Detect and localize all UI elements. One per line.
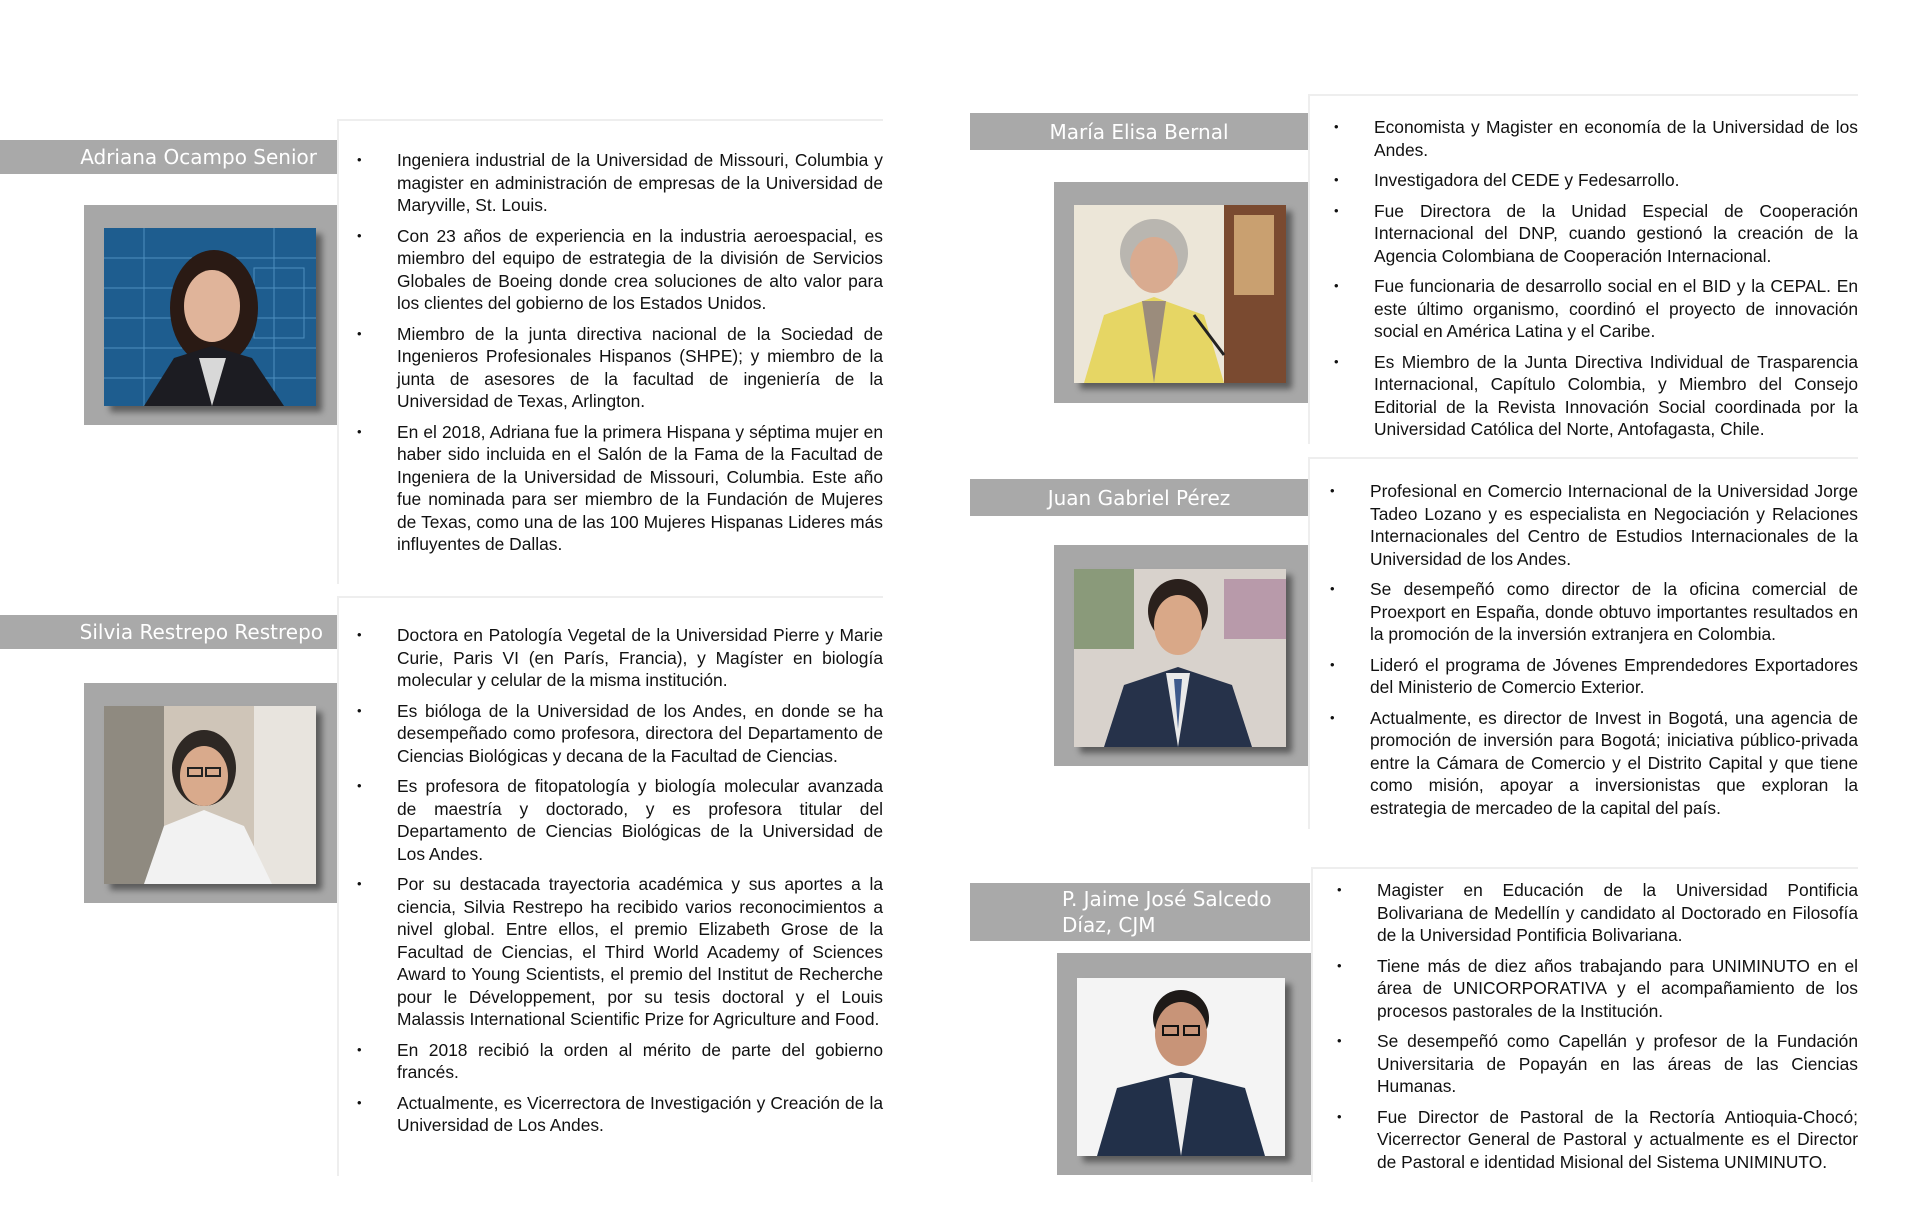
profile-name: Adriana Ocampo Senior: [80, 145, 317, 169]
bio-item: • Actualmente, es Vicerrectora de Investigación y Creación de la Universidad de Los Andes.: [357, 1092, 883, 1137]
bio-item: • Se desempeñó como Capellán y profesor de la Fundación Universitaria de Popayán en las áreas de las Ciencias Humanas.: [1337, 1030, 1858, 1098]
profile-photo-maria-elisa: [1074, 205, 1286, 383]
bio-item: • Fue Director de Pastoral de la Rectoría Antioquia-Chocó; Vicerrector General de Pastoral y actualmente es el Director de Pastoral e identidad Misional del Sistema UNIMINUTO.: [1337, 1106, 1858, 1174]
profile-name: P. Jaime José Salcedo Díaz, CJM: [1062, 887, 1272, 937]
profile-name-band: [970, 479, 1308, 516]
profile-name-band: [0, 140, 337, 174]
bio-item: • Es bióloga de la Universidad de los Andes, en donde se ha desempeñado como profesora, directora del Departamento de Ciencias Biológicas y decana de la Facultad de Ciencias.: [357, 700, 883, 768]
bio-list: [1334, 116, 1858, 441]
profile-name: María Elisa Bernal: [1049, 119, 1229, 144]
bio-item: • Fue funcionaria de desarrollo social en el BID y la CEPAL. En este último organismo, coordinó el proyecto de innovación social en América Latina y el Caribe.: [1334, 275, 1858, 343]
bio-item: • Tiene más de diez años trabajando para UNIMINUTO en el área de UNICORPORATIVA y el acompañamiento de los procesos pastorales de la Institución.: [1337, 955, 1858, 1023]
bio-list: [1330, 480, 1858, 819]
bio-item: • En el 2018, Adriana fue la primera Hispana y séptima mujer en haber sido incluida en el Salón de la Fama de la Facultad de Ingeniera de la Universidad de Missouri, Columbia. Este año fue nominada para ser miembro de la Fundación de Mujeres de Texas, como una de las 100 Mujeres Hispanas Lideres más influyentes de Dallas.: [357, 421, 883, 556]
bio-panel: [337, 119, 883, 584]
bio-item: • Profesional en Comercio Internacional de la Universidad Jorge Tadeo Lozano y es especialista en Negociación y Relaciones Internacionales del Centro de Estudios Internacionales de la Universidad de los Andes.: [1330, 480, 1858, 570]
bio-item: • Con 23 años de experiencia en la industria aeroespacial, es miembro del equipo de estrategia de la división de Servicios Globales de Boeing donde crea soluciones de alto valor para los clientes del gobierno de los Estados Unidos.: [357, 225, 883, 315]
profile-photo-jaime-jose: [1077, 978, 1285, 1156]
bio-panel: [1308, 94, 1858, 444]
bio-list: [357, 624, 883, 1137]
profile-name: Juan Gabriel Pérez: [1047, 485, 1231, 510]
bio-item: • Por su destacada trayectoria académica y sus aportes a la ciencia, Silvia Restrepo ha recibido varios reconocimientos a nivel global. Entre ellos, el premio Elizabeth Grose de la Facultad de Ciencias, el Third World Academy of Sciences Award to Young Scientists, el premio del Institut de Recherche pour le Développement, por su tesis doctoral y el Louis Malassis International Scientific Prize for Agriculture and Food.: [357, 873, 883, 1031]
bio-panel: [337, 596, 883, 1176]
bio-item: • Actualmente, es director de Invest in Bogotá, una agencia de promoción de inversión para Bogotá; iniciativa público-privada entre la Cámara de Comercio y el Distrito Capital y que tiene como misión, apoyar a inversionistas que exploran la estrategia de mercadeo de la capital del país.: [1330, 707, 1858, 820]
bio-item: • Economista y Magister en economía de la Universidad de los Andes.: [1334, 116, 1858, 161]
bio-item: • Lideró el programa de Jóvenes Emprendedores Exportadores del Ministerio de Comercio Exterior.: [1330, 654, 1858, 699]
bio-panel: [1311, 867, 1858, 1182]
bio-item: • Investigadora del CEDE y Fedesarrollo.: [1334, 169, 1858, 192]
bio-item: • Fue Directora de la Unidad Especial de Cooperación Internacional del DNP, cuando gestionó la creación de la Agencia Colombiana de Cooperación Internacional.: [1334, 200, 1858, 268]
bio-item: • Es profesora de fitopatología y biología molecular avanzada de maestría y doctorado, y es profesora titular del Departamento de Ciencias Biológicas de la Universidad de Los Andes.: [357, 775, 883, 865]
bio-panel: [1308, 457, 1858, 829]
profile-name-band: [970, 113, 1308, 150]
bio-item: • Ingeniera industrial de la Universidad de Missouri, Columbia y magister en administración de empresas de la Universidad de Maryville, St. Louis.: [357, 149, 883, 217]
profile-name-band: [970, 883, 1310, 941]
bio-item: • Doctora en Patología Vegetal de la Universidad Pierre y Marie Curie, Paris VI (en París, Francia), y Magíster en biología molecular y celular de la misma institución.: [357, 624, 883, 692]
bio-item: • En 2018 recibió la orden al mérito de parte del gobierno francés.: [357, 1039, 883, 1084]
bio-list: [1337, 879, 1858, 1173]
bio-item: • Es Miembro de la Junta Directiva Individual de Trasparencia Internacional, Capítulo Colombia, y Miembro del Consejo Editorial de la Revista Innovación Social coordinada por la Universidad Católica del Norte, Antofagasta, Chile.: [1334, 351, 1858, 441]
profile-photo-juan-gabriel: [1074, 569, 1286, 747]
bio-item: • Se desempeñó como director de la oficina comercial de Proexport en España, donde obtuvo importantes resultados en la promoción de la inversión extranjera en Colombia.: [1330, 578, 1858, 646]
profile-name-band: [0, 615, 337, 649]
profile-photo-silvia: [104, 706, 316, 884]
bio-item: • Miembro de la junta directiva nacional de la Sociedad de Ingenieros Profesionales Hispanos (SHPE); y miembro de la junta de asesores de la facultad de ingeniería de la Universidad de Texas, Arlington.: [357, 323, 883, 413]
bio-item: • Magister en Educación de la Universidad Pontificia Bolivariana de Medellín y candidato al Doctorado en Filosofía de la Universidad Pontificia Bolivariana.: [1337, 879, 1858, 947]
bio-list: [357, 149, 883, 556]
profile-name: Silvia Restrepo Restrepo: [79, 620, 323, 644]
profile-photo-adriana: [104, 228, 316, 406]
